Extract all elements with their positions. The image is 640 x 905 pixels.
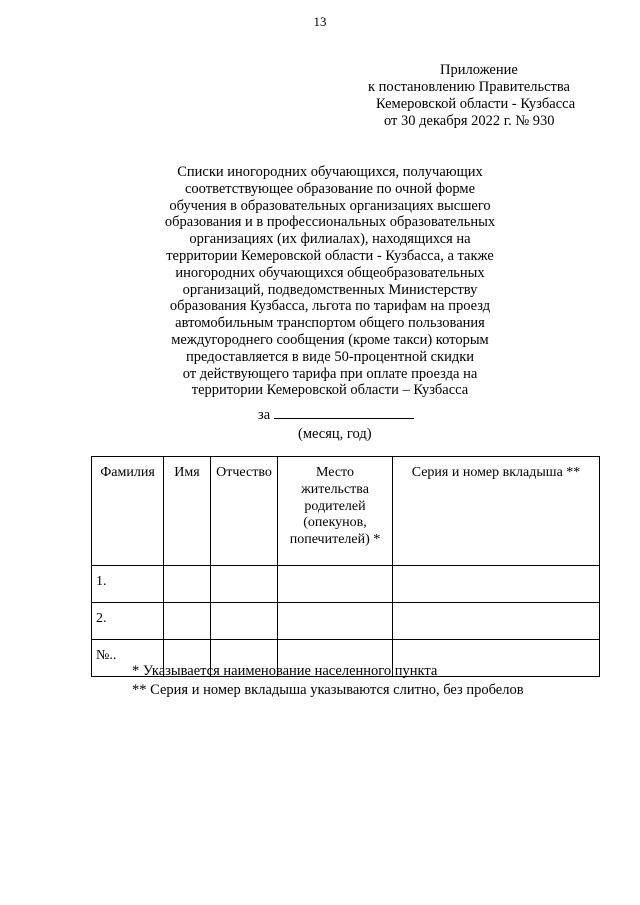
header-insert-series: Серия и номер вкладыша ** (393, 457, 600, 566)
table-row (92, 566, 600, 603)
table-cell (164, 566, 211, 603)
row-number: 2. (92, 603, 164, 640)
table-cell (164, 603, 211, 640)
header-residence-line: родителей (304, 498, 366, 514)
title-line: территории Кемеровской области - Кузбасса, а также (166, 247, 494, 264)
title-line: предоставляется в виде 50-процентной скидки (185, 348, 475, 365)
header-surname: Фамилия (92, 457, 164, 566)
row-number: №.. (92, 640, 164, 677)
appendix-title: Приложение (440, 62, 518, 78)
title-line: соответствующее образование по очной форме (184, 180, 476, 197)
page-number: 13 (313, 14, 327, 29)
document-title (150, 164, 510, 399)
period-blank-field[interactable] (274, 406, 414, 419)
title-line: организаций, подведомственных Министерству (182, 281, 478, 298)
header-residence (278, 457, 393, 566)
table-cell (278, 566, 393, 603)
title-line: образования и в профессиональных образовательных (164, 214, 496, 231)
appendix-date-number: от 30 декабря 2022 г. № 930 (384, 113, 555, 129)
footnote-1: * Указывается наименование населенного пункта (132, 663, 438, 679)
title-line: автомобильным транспортом общего пользования (175, 315, 485, 332)
header-residence-line: жительства (301, 481, 369, 497)
footnote-2: ** Серия и номер вкладыша указываются слитно, без пробелов (132, 681, 524, 698)
table-row (92, 603, 600, 640)
row-number: 1. (92, 566, 164, 603)
appendix-reference: к постановлению Правительства (368, 79, 570, 95)
table-header-row (92, 457, 600, 566)
title-line: образования Кузбасса, льгота по тарифам на проезд (169, 298, 491, 315)
table-cell (211, 566, 278, 603)
title-line: иногородних обучающихся общеобразовательных (175, 264, 485, 281)
table-cell (278, 603, 393, 640)
period-line (258, 406, 414, 423)
title-line: от действующего тарифа при оплате проезда на (182, 365, 478, 382)
title-line: территории Кемеровской области – Кузбасса (191, 382, 469, 399)
title-line: Списки иногородних обучающихся, получающих (177, 164, 483, 180)
table-cell (211, 603, 278, 640)
title-line: обучения в образовательных организациях высшего (169, 197, 491, 214)
title-line: организациях (их филиалах), находящихся на (189, 231, 471, 248)
period-caption: (месяц, год) (298, 426, 372, 442)
header-residence-line: Место (316, 465, 354, 480)
footnotes (132, 662, 524, 699)
header-name: Имя (164, 457, 211, 566)
table-cell (393, 603, 600, 640)
header-patronymic: Отчество (211, 457, 278, 566)
students-table (91, 456, 600, 677)
appendix-region: Кемеровской области - Кузбасса (376, 96, 576, 112)
table-cell (393, 566, 600, 603)
title-line: междугороднего сообщения (кроме такси) которым (171, 331, 489, 348)
appendix-header (360, 62, 600, 130)
header-residence-line: попечителей) * (289, 532, 381, 548)
header-residence-line: (опекунов, (303, 515, 367, 531)
period-prefix: за (258, 407, 271, 423)
